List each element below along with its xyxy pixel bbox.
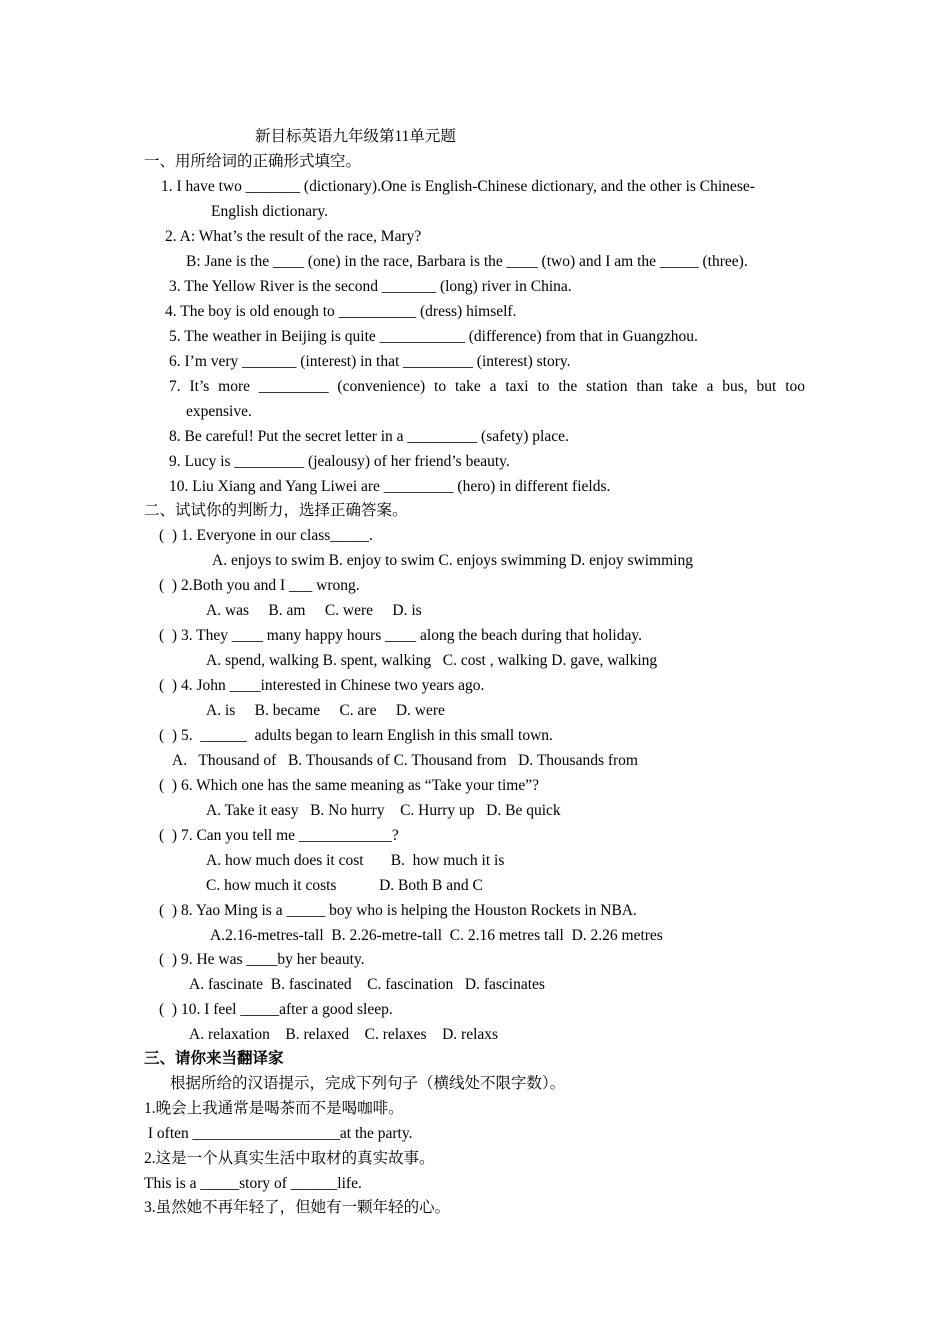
section-2-heading: 二、试试你的判断力，选择正确答案。: [144, 502, 408, 519]
translation-answer: I often ___________________at the party.: [144, 1125, 413, 1142]
mc-question: ( ) 2.Both you and I ___ wrong.: [159, 577, 360, 594]
section-3-heading: 三、请你来当翻译家: [144, 1050, 284, 1067]
question-line: 4. The boy is old enough to __________ (dress) himself.: [165, 303, 517, 320]
mc-options: A. Take it easy B. No hurry C. Hurry up D. Be quick: [206, 802, 561, 819]
mc-options: A. Thousand of B. Thousands of C. Thousand from D. Thousands from: [172, 752, 638, 769]
question-line: 10. Liu Xiang and Yang Liwei are _________ (hero) in different fields.: [169, 478, 611, 495]
question-line: 3. The Yellow River is the second _______ (long) river in China.: [169, 278, 572, 295]
mc-question: ( ) 10. I feel _____after a good sleep.: [159, 1001, 393, 1018]
mc-question: ( ) 1. Everyone in our class_____.: [159, 527, 373, 544]
mc-options: A. enjoys to swim B. enjoy to swim C. enjoys swimming D. enjoy swimming: [212, 552, 693, 569]
mc-options: A. was B. am C. were D. is: [206, 602, 422, 619]
mc-options: A. relaxation B. relaxed C. relaxes D. relaxs: [189, 1026, 499, 1043]
question-line: B: Jane is the ____ (one) in the race, Barbara is the ____ (two) and I am the _____ (three).: [186, 253, 748, 270]
section-1-heading: 一、用所给词的正确形式填空。: [144, 153, 362, 170]
question-line: 9. Lucy is _________ (jealousy) of her friend’s beauty.: [169, 453, 510, 470]
document-title: 新目标英语九年级第11单元题: [255, 128, 456, 145]
mc-question: ( ) 7. Can you tell me ____________?: [159, 827, 399, 844]
question-line: 6. I’m very _______ (interest) in that _________ (interest) story.: [169, 353, 571, 370]
section-3-instruction: 根据所给的汉语提示，完成下列句子（横线处不限字数）。: [170, 1075, 566, 1092]
translation-prompt: 1.晚会上我通常是喝茶而不是喝咖啡。: [144, 1100, 404, 1117]
mc-options: A. fascinate B. fascinated C. fascination D. fascinates: [189, 976, 545, 993]
question-line: 8. Be careful! Put the secret letter in a _________ (safety) place.: [169, 428, 569, 445]
question-line: expensive.: [186, 403, 252, 420]
mc-options: A. is B. became C. are D. were: [206, 702, 445, 719]
mc-options: C. how much it costs D. Both B and C: [206, 877, 483, 894]
translation-answer: This is a _____story of ______life.: [144, 1175, 362, 1192]
mc-question: ( ) 6. Which one has the same meaning as “Take your time”?: [159, 777, 539, 794]
translation-prompt: 3.虽然她不再年轻了，但她有一颗年轻的心。: [144, 1199, 451, 1216]
question-line: 5. The weather in Beijing is quite ___________ (difference) from that in Guangzhou.: [169, 328, 698, 345]
mc-question: ( ) 4. John ____interested in Chinese two years ago.: [159, 677, 485, 694]
mc-question: ( ) 9. He was ____by her beauty.: [159, 951, 365, 968]
question-line: 2. A: What’s the result of the race, Mary?: [165, 228, 422, 245]
mc-question: ( ) 8. Yao Ming is a _____ boy who is helping the Houston Rockets in NBA.: [159, 902, 637, 919]
mc-question: ( ) 5. ______ adults began to learn English in this small town.: [159, 727, 553, 744]
mc-question: ( ) 3. They ____ many happy hours ____ along the beach during that holiday.: [159, 627, 642, 644]
mc-options: A. how much does it cost B. how much it is: [206, 852, 505, 869]
question-line: English dictionary.: [211, 203, 328, 220]
question-line: 7. It’s more _________ (convenience) to take a taxi to the station than take a bus, but too: [169, 378, 805, 395]
mc-options: A.2.16-metres-tall B. 2.26-metre-tall C. 2.16 metres tall D. 2.26 metres: [210, 927, 663, 944]
translation-prompt: 2.这是一个从真实生活中取材的真实故事。: [144, 1150, 435, 1167]
question-line: 1. I have two _______ (dictionary).One is English-Chinese dictionary, and the other is Chinese-: [161, 178, 755, 195]
mc-options: A. spend, walking B. spent, walking C. cost , walking D. gave, walking: [206, 652, 658, 669]
